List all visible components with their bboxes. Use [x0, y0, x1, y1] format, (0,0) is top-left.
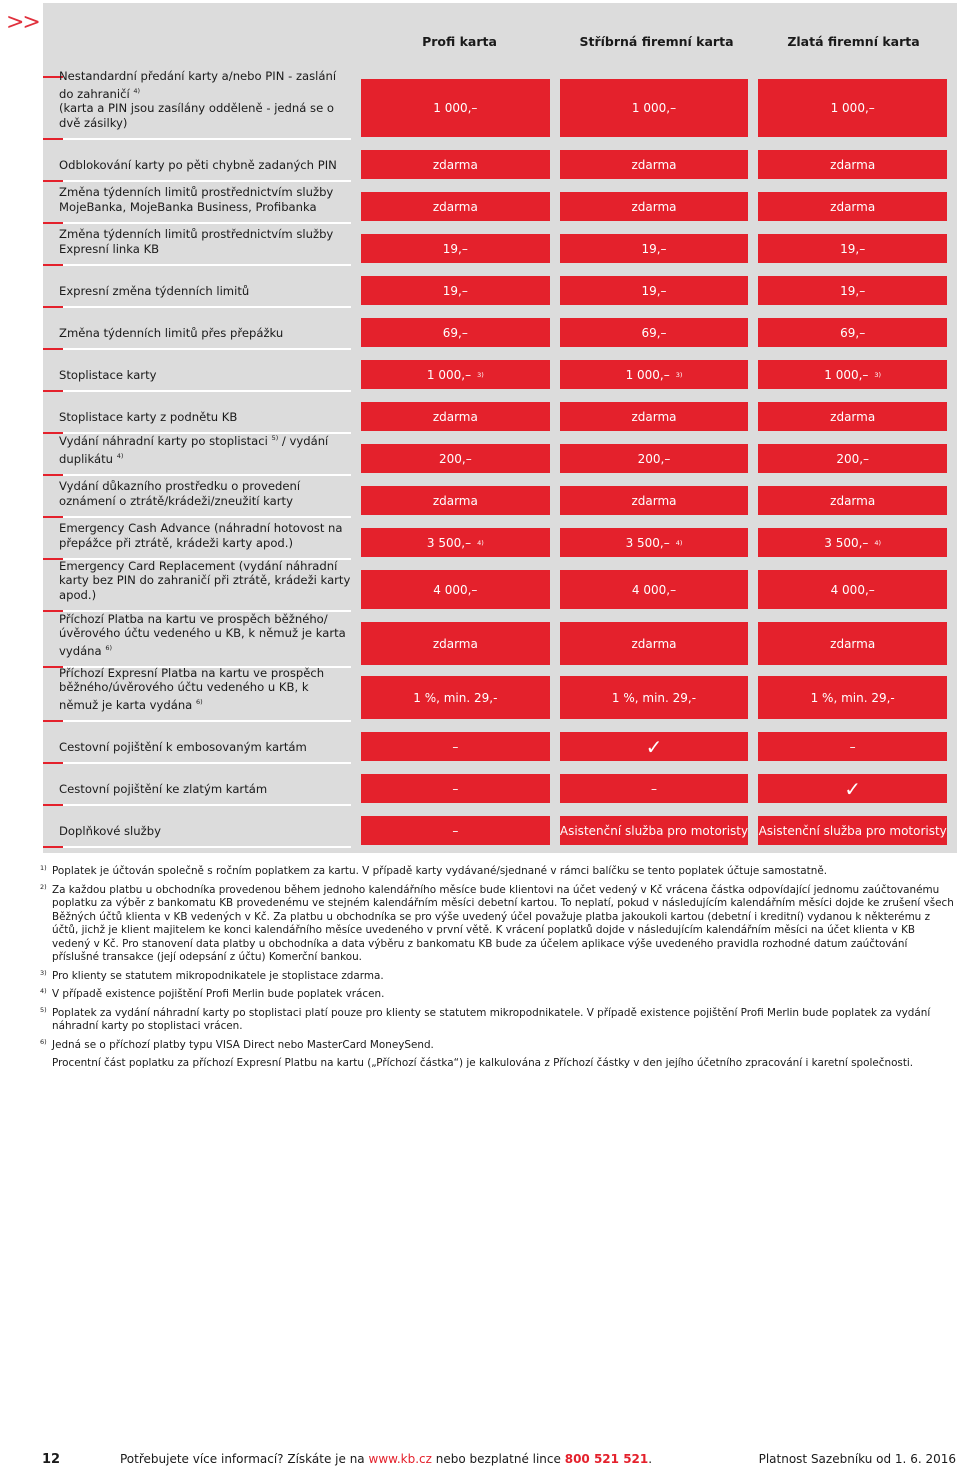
fee-value: 1 000,– — [433, 101, 478, 115]
row-label — [59, 824, 351, 838]
fee-value: 19,– — [442, 241, 468, 256]
row-divider — [43, 474, 351, 476]
row-label-text: Vydání důkazního prostředku o provedení oznámení o ztrátě/krádeži/zneužití karty — [59, 479, 301, 508]
row-label-text-continued: (karta a PIN jsou zasílány odděleně - jedná se o dvě zásilky) — [59, 101, 334, 130]
fee-value: zdarma — [830, 157, 876, 172]
fee-cell — [560, 774, 749, 803]
table-row — [43, 434, 957, 476]
fee-value: 19,– — [641, 283, 667, 298]
row-red-marker — [43, 390, 63, 392]
fee-cell — [361, 816, 550, 845]
row-red-marker — [43, 348, 63, 350]
row-red-marker — [43, 474, 63, 476]
row-values — [361, 150, 947, 179]
fee-cell — [758, 318, 947, 347]
footnotes — [40, 865, 956, 1076]
fee-value: Asistenční služba pro motoristy — [559, 823, 749, 838]
fee-cell — [758, 192, 947, 221]
fee-cell — [560, 816, 749, 845]
row-values — [361, 444, 947, 473]
fee-cell — [758, 79, 947, 137]
row-values — [361, 360, 947, 389]
row-label — [59, 740, 351, 754]
fee-cell — [560, 732, 749, 761]
row-label-footnote-ref: 4) — [133, 86, 141, 95]
fee-value: zdarma — [631, 409, 677, 424]
fee-cell — [758, 816, 947, 845]
fee-cell — [560, 622, 749, 665]
fee-cell — [361, 79, 550, 137]
row-label-text: Příchozí Expresní Platba na kartu ve prospěch běžného/úvěrového účtu vedeného u KB, k němuž je karta vydána — [59, 665, 325, 712]
row-label-text: Změna týdenních limitů přes přepážku — [59, 325, 284, 340]
page-number: 12 — [42, 1452, 61, 1467]
fee-value: zdarma — [631, 636, 677, 651]
fee-value: zdarma — [432, 409, 478, 424]
footnote — [40, 970, 956, 984]
row-label-footnote-ref: 6) — [195, 697, 203, 706]
footnote — [40, 988, 956, 1002]
fee-cell — [758, 528, 947, 557]
row-label-text: Změna týdenních limitů prostřednictvím služby Expresní linka KB — [59, 227, 334, 256]
fee-cell — [560, 444, 749, 473]
fee-value: 4 000,– — [433, 582, 478, 597]
help-line — [120, 1452, 652, 1466]
row-divider — [43, 348, 351, 350]
phone-number: 800 521 521 — [564, 1452, 649, 1466]
fee-value: 19,– — [840, 283, 866, 298]
row-label — [59, 326, 351, 340]
row-label — [59, 666, 351, 712]
fee-value: 4 000,– — [631, 582, 677, 597]
fee-footnote-ref: 3) — [874, 370, 882, 379]
row-red-marker — [43, 180, 63, 182]
fee-value: 69,– — [840, 325, 866, 340]
row-values — [361, 234, 947, 263]
row-divider — [43, 516, 351, 518]
table-row — [43, 771, 957, 806]
row-values — [361, 486, 947, 515]
fee-cell — [758, 276, 947, 305]
row-red-marker — [43, 804, 63, 806]
table-row — [43, 558, 957, 612]
table-row — [43, 479, 957, 518]
row-label — [59, 782, 351, 796]
fee-cell — [758, 360, 947, 389]
footnote-number: 1) — [40, 864, 47, 872]
fee-value: zdarma — [432, 199, 478, 214]
fee-cell — [361, 570, 550, 609]
fee-cell — [560, 360, 749, 389]
fee-value: – — [452, 739, 459, 754]
fee-value: zdarma — [830, 493, 876, 508]
fee-value: 1 %, min. 29,- — [611, 690, 697, 705]
fee-cell — [560, 402, 749, 431]
fee-cell — [361, 528, 550, 557]
row-label-text: Emergency Card Replacement (vydání náhradní karty bez PIN do zahraničí při ztrátě, krádeži karty apod.) — [59, 558, 351, 602]
fee-cell — [560, 676, 749, 719]
row-divider — [43, 846, 351, 848]
fee-value: 3 500,– — [625, 535, 670, 550]
row-divider — [43, 138, 351, 140]
table-row — [43, 185, 957, 224]
fee-value: 1 000,– — [426, 367, 472, 382]
row-label — [59, 431, 351, 466]
row-label — [59, 69, 351, 130]
fee-footnote-ref: 4) — [477, 538, 484, 547]
row-divider — [43, 264, 351, 266]
row-red-marker — [43, 762, 63, 764]
footnote-text: V případě existence pojištění Profi Merlin bude poplatek vrácen. — [52, 988, 385, 1000]
fee-cell — [361, 774, 550, 803]
fee-cell — [560, 570, 749, 609]
table-row — [43, 729, 957, 764]
fee-cell — [361, 676, 550, 719]
row-divider — [43, 390, 351, 392]
row-divider — [43, 222, 351, 224]
fee-value: 1 000,– — [824, 367, 869, 382]
fee-value: 3 500,– — [426, 535, 472, 550]
fee-value: zdarma — [830, 199, 876, 214]
row-label-text: Vydání náhradní karty po stoplistaci — [59, 434, 268, 449]
fee-footnote-ref: 4) — [874, 538, 882, 547]
fee-value: zdarma — [631, 157, 677, 172]
fee-value: 1 %, min. 29,- — [413, 690, 498, 705]
fee-cell — [560, 276, 749, 305]
row-values — [361, 622, 947, 665]
footnote — [40, 865, 956, 879]
row-label — [59, 227, 351, 256]
footnote-text: Procentní část poplatku za příchozí Expresní Platbu na kartu („Příchozí částka“) je kalkulována z Příchozí částky v den jejího účetního zpracování i karetní společnosti. — [52, 1057, 914, 1069]
row-divider — [43, 720, 351, 722]
fee-value: 200,– — [637, 451, 671, 466]
row-label-text: Odblokování karty po pěti chybně zadaných PIN — [59, 157, 337, 172]
fee-footnote-ref: 3) — [477, 370, 484, 379]
footnote-text: Jedná se o příchozí platby typu VISA Direct nebo MasterCard MoneySend. — [52, 1038, 434, 1051]
row-divider — [43, 762, 351, 764]
footnote — [40, 1057, 956, 1071]
row-label — [59, 284, 351, 298]
fee-cell — [361, 622, 550, 665]
fee-value: zdarma — [631, 493, 677, 508]
web-link[interactable]: www.kb.cz — [368, 1452, 432, 1466]
footnote — [40, 1007, 956, 1034]
fee-cell — [758, 486, 947, 515]
row-values — [361, 402, 947, 431]
checkmark-icon: ✓ — [844, 776, 862, 801]
fee-cell — [361, 486, 550, 515]
fee-value: 1 000,– — [631, 101, 677, 115]
fee-cell — [560, 486, 749, 515]
row-red-marker — [43, 720, 63, 722]
row-red-marker — [43, 516, 63, 518]
footnote-number: 5) — [40, 1005, 47, 1014]
table-row — [43, 227, 957, 266]
row-red-marker — [43, 306, 63, 308]
fee-cell — [361, 276, 550, 305]
validity-date: Platnost Sazebníku od 1. 6. 2016 — [758, 1452, 956, 1466]
fee-value: 1 000,– — [830, 101, 875, 115]
page-footer — [0, 1452, 960, 1470]
footnote — [40, 1039, 956, 1053]
row-label-text-continued: / vydání duplikátu — [59, 434, 329, 466]
fee-value: zdarma — [830, 409, 876, 424]
fee-value: 19,– — [840, 241, 866, 256]
row-values — [361, 676, 947, 719]
fee-footnote-ref: 4) — [675, 538, 683, 547]
footnote-number: 4) — [40, 987, 47, 995]
fee-cell — [758, 150, 947, 179]
fee-cell — [758, 774, 947, 803]
fee-cell — [758, 622, 947, 665]
fee-value: zdarma — [432, 636, 478, 651]
fee-value: zdarma — [432, 493, 478, 508]
fee-cell — [361, 150, 550, 179]
fee-value: 19,– — [442, 283, 468, 298]
row-red-marker — [43, 138, 63, 140]
fee-value: 1 000,– — [625, 367, 670, 382]
fee-cell — [361, 192, 550, 221]
help-prefix: Potřebujete více informací? Získáte je na — [120, 1452, 365, 1466]
help-end: . — [648, 1452, 653, 1466]
footnote-text: Pro klienty se statutem mikropodnikatele je stoplistace zdarma. — [52, 969, 384, 982]
fee-value: 200,– — [836, 451, 870, 466]
row-label — [59, 521, 351, 550]
fee-cell — [758, 402, 947, 431]
row-label — [59, 368, 351, 382]
row-values — [361, 318, 947, 347]
footnote-number: 3) — [40, 968, 47, 977]
row-label-text: Stoplistace karty — [59, 367, 157, 382]
table-row — [43, 69, 957, 140]
row-label — [59, 559, 351, 602]
fee-cell — [361, 360, 550, 389]
fee-cell — [560, 234, 749, 263]
fee-value: 1 %, min. 29,- — [810, 690, 895, 705]
fee-value: 69,– — [442, 325, 468, 340]
fee-value: Asistenční služba pro motoristy — [758, 823, 947, 838]
row-label — [59, 410, 351, 424]
fee-cell — [361, 732, 550, 761]
column-header-profi: Profi karta — [422, 34, 497, 49]
fee-value: 19,– — [641, 241, 667, 256]
fee-value: 4 000,– — [830, 582, 875, 597]
footnote-text: Poplatek za vydání náhradní karty po stoplistaci platí pouze pro klienty se statutem mikropodnikatele. V případě existence pojištění Profi Merlin bude poplatek za vydání náhradní karty po stoplistaci vrácen. — [52, 1006, 931, 1032]
row-label-text: Doplňkové služby — [59, 823, 161, 838]
help-mid: nebo bezplatné lince — [435, 1452, 561, 1466]
row-label-text: Emergency Cash Advance (náhradní hotovost na přepážce při ztrátě, krádeži karty apod.) — [59, 521, 343, 550]
row-label-footnote-ref: 4) — [116, 451, 124, 460]
fee-cell — [361, 234, 550, 263]
fee-value: zdarma — [830, 636, 876, 651]
row-label — [59, 479, 351, 508]
row-label-footnote-ref: 6) — [105, 643, 112, 652]
fee-value: zdarma — [432, 157, 478, 172]
row-red-marker — [43, 846, 63, 848]
fee-cell — [758, 676, 947, 719]
column-header-silver: Stříbrná firemní karta — [579, 34, 734, 49]
fee-cell — [560, 528, 749, 557]
footnote — [40, 884, 956, 965]
table-row — [43, 521, 957, 560]
row-label — [59, 185, 351, 214]
row-divider — [43, 804, 351, 806]
table-row — [43, 357, 957, 392]
row-label-text: Cestovní pojištění k embosovaným kartám — [59, 739, 307, 754]
row-label-text: Expresní změna týdenních limitů — [59, 283, 250, 298]
table-row — [43, 665, 957, 722]
fee-cell — [758, 570, 947, 609]
row-red-marker — [43, 264, 63, 266]
fee-cell — [758, 444, 947, 473]
row-label-text: Změna týdenních limitů prostřednictvím služby MojeBanka, MojeBanka Business, Profibanka — [59, 185, 334, 214]
row-label-text: Nestandardní předání karty a/nebo PIN - zaslání do zahraničí — [59, 69, 337, 101]
fee-value: zdarma — [631, 199, 677, 214]
checkmark-icon: ✓ — [645, 734, 663, 759]
row-values — [361, 192, 947, 221]
row-label-text: Cestovní pojištění ke zlatým kartám — [59, 781, 268, 796]
row-divider — [43, 180, 351, 182]
table-row — [43, 315, 957, 350]
fee-cell — [560, 318, 749, 347]
footnote-text: Za každou platbu u obchodníka provedenou během jednoho kalendářního měsíce bude klientovi na účet vedený v Kč vrácena částka odpovídající jednomu zaúčtovanému poplatku za výběr z bankomatu KB provedenému ve stejném kalendářním měsíci debetní kartou. To neplatí, pokud v následujícím kalendářním měsíci dojde ke zrušení všech Běžných účtů klienta v KB vedených v Kč. Za platbu u obchodníka se pro výše uvedený účel považuje platba jakoukoli kartou (debetní i kreditní) vydanou k některému z účtů, jichž je klient majitelem ke konci kalendářního měsíce uvedeného v první větě. K vrácení poplatků dojde v následujícím kalendářním měsíci na účet klienta v KB vedený v Kč. Pro stanovení data platby u obchodníka a data výběru z bankomatu KB bude za účelem aplikace výše uvedeného pravidla rozhodné datum zaúčtování příslušné transakce (její odepsání z účtu) Komerční bankou. — [52, 883, 954, 963]
fee-value: 3 500,– — [824, 535, 869, 550]
footnote-text: Poplatek je účtován společně s ročním poplatkem za kartu. V případě karty vydávané/sjednané v rámci balíčku se tento poplatek účtuje samostatně. — [52, 865, 828, 877]
fee-cell — [560, 150, 749, 179]
fee-cell — [560, 192, 749, 221]
fee-value: – — [849, 739, 856, 754]
fee-value: – — [651, 781, 657, 796]
fee-value: – — [452, 781, 459, 796]
row-label-text: Příchozí Platba na kartu ve prospěch běžného/úvěrového účtu vedeného u KB, k němuž je karta vydána — [59, 611, 346, 658]
row-divider — [43, 306, 351, 308]
fee-cell — [560, 79, 749, 137]
row-values — [361, 774, 947, 803]
row-values — [361, 732, 947, 761]
row-values — [361, 79, 947, 137]
fee-cell — [758, 234, 947, 263]
fee-value: 200,– — [438, 451, 472, 466]
row-values — [361, 276, 947, 305]
row-label-footnote-ref: 5) — [271, 434, 279, 443]
fee-cell — [758, 732, 947, 761]
row-label-text: Stoplistace karty z podnětu KB — [59, 409, 238, 424]
row-label — [59, 158, 351, 172]
table-row — [43, 611, 957, 668]
column-header-gold: Zlatá firemní karta — [787, 34, 920, 49]
table-row — [43, 147, 957, 182]
fee-footnote-ref: 3) — [675, 370, 683, 379]
fee-cell — [361, 318, 550, 347]
row-values — [361, 528, 947, 557]
fee-value: 69,– — [641, 325, 667, 340]
table-row — [43, 273, 957, 308]
row-red-marker — [43, 222, 63, 224]
footnote-number: 2) — [40, 882, 47, 891]
row-values — [361, 816, 947, 845]
table-row — [43, 813, 957, 848]
fee-cell — [361, 444, 550, 473]
fee-value: – — [452, 823, 459, 838]
row-values — [361, 570, 947, 609]
fee-cell — [361, 402, 550, 431]
row-label — [59, 612, 351, 658]
table-row — [43, 399, 957, 434]
footnote-number: 6) — [40, 1037, 47, 1046]
chevrons-decoration: >> — [6, 10, 39, 35]
